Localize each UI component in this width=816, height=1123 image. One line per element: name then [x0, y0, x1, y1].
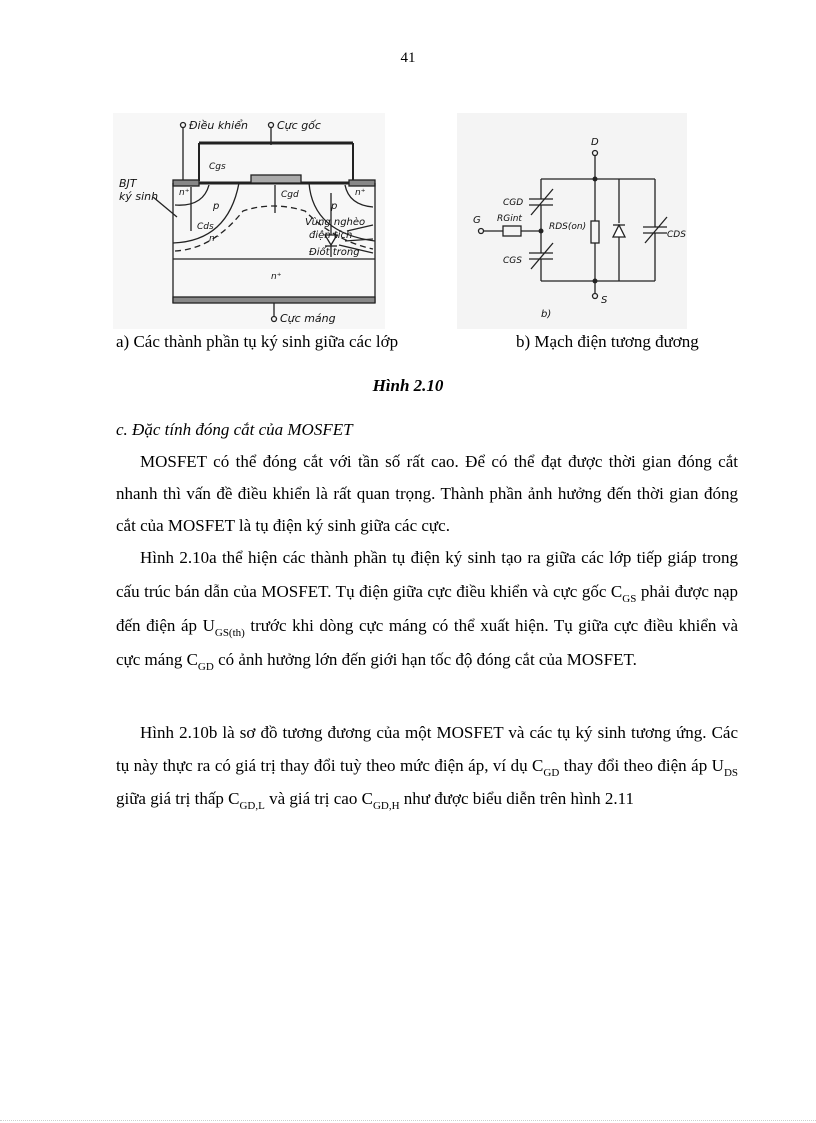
cgs-label: Cgs [209, 162, 226, 172]
equivalent-circuit-diagram [457, 113, 687, 329]
paragraph-3: Hình 2.10b là sơ đồ tương đương của một MOSFET và các tụ ký sinh tương ứng. Các tụ này thực ra có giá trị thay đổi tuỳ theo mức điện áp, ví dụ $C_{GD}$ thay đổi theo điện áp $U_{DS}$ giữa giá trị thấp $C_{GD,L}$ và giá trị cao $C_{GD,H}$ như được biểu diễn trên hình 2.11 [116, 723, 738, 812]
depletion-label: Vùng nghèo [305, 217, 366, 228]
mosfet-cross-section-diagram [113, 113, 385, 329]
cgd-label: Cgd [281, 190, 299, 200]
depletion-label-2: điện tích [309, 230, 353, 241]
source-node-label: S [601, 295, 608, 306]
page-number: 41 [400, 50, 416, 66]
rg-label: RGint [497, 214, 522, 224]
caption-a: a) Các thành phần tụ ký sinh giữa các lớp [116, 332, 399, 351]
cds-label: Cds [197, 222, 214, 232]
cgd-circuit-label: CGD [503, 198, 524, 208]
diode-label: Điốt trong [309, 247, 360, 258]
cgs-circuit-label: CGS [503, 256, 522, 266]
figure-title: Hình 2.10 [372, 376, 444, 395]
nminus-label: n⁻ [209, 234, 220, 244]
paragraph-1: MOSFET có thể đóng cắt với tần số rất cao. Để có thể đạt được thời gian đóng cắt nhanh thì vấn đề điều khiển là rất quan trọng. Thành phần ảnh hưởng đến thời gian đóng cắt của MOSFET là tụ điện ký sinh giữa các cực. [116, 452, 738, 535]
gate-node-label: G [473, 215, 481, 226]
p-label-left: p [213, 201, 220, 212]
bottom-border [0, 1120, 816, 1121]
rds-label: RDS(on) [549, 222, 587, 232]
paragraph-2: Hình 2.10a thể hiện các thành phần tụ điện ký sinh tạo ra giữa các lớp tiếp giáp trong cấu trúc bán dẫn của MOSFET. Tụ điện giữa cực điều khiển và cực gốc $C_{GS}$ phải được nạp đến điện áp $U_{GS(th)}$ trước khi dòng cực máng có thể xuất hiện. Tụ giữa cực điều khiển và cực máng $C_{GD}$ có ảnh hưởng lớn đến giới hạn tốc độ đóng cắt của MOSFET. [116, 548, 738, 673]
drain-label: Cực máng [280, 312, 336, 325]
bjt-label-2: ký sinh [119, 190, 159, 203]
gate-label: Điều khiển [189, 119, 248, 132]
nplus-label-left: n⁺ [179, 188, 190, 198]
source-label: Cực gốc [277, 119, 321, 132]
section-heading: c. Đặc tính đóng cắt của MOSFET [116, 420, 353, 439]
nplus-label-right: n⁺ [355, 188, 366, 198]
caption-b: b) Mạch điện tương đương [516, 332, 699, 351]
drain-node-label: D [591, 137, 599, 148]
bjt-label: BJT [119, 177, 137, 190]
cds-circuit-label: CDS [667, 230, 686, 240]
p-label-right: p [331, 201, 338, 212]
nplus-substrate-label: n⁺ [271, 272, 282, 282]
subfigure-b-label: b) [541, 309, 552, 320]
